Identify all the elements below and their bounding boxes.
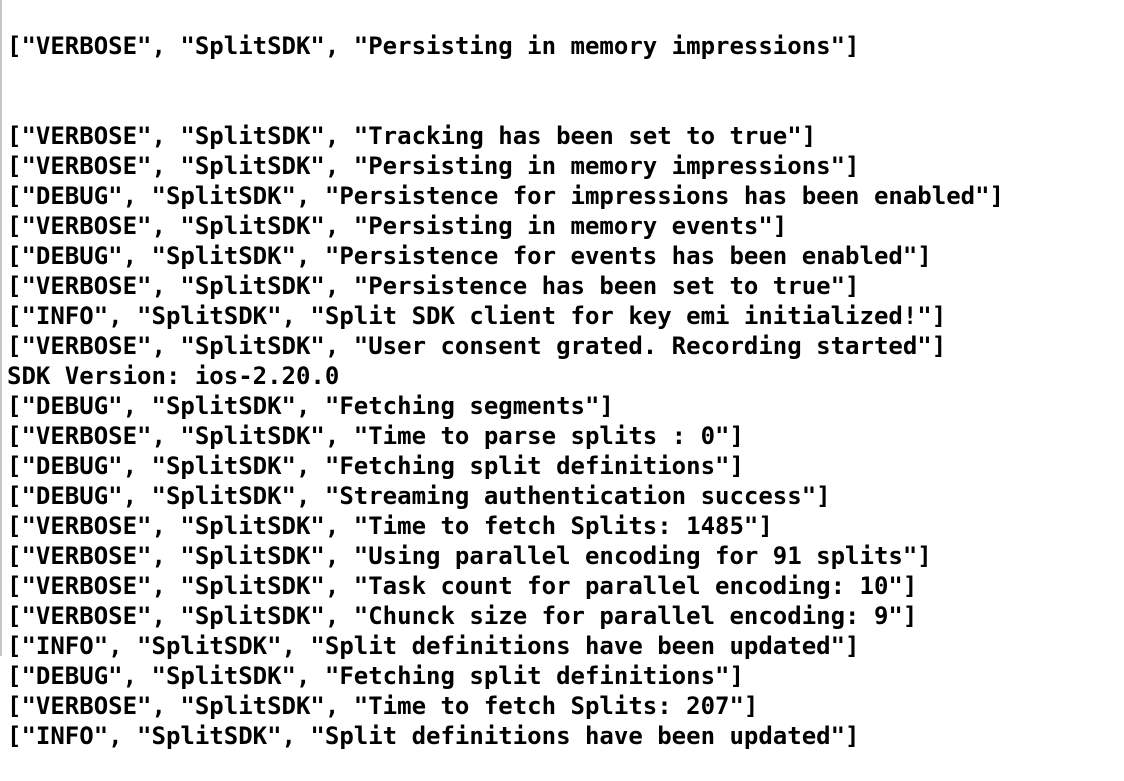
log-line: ["VERBOSE", "SplitSDK", "Persistence has been set to true"] bbox=[7, 272, 860, 300]
log-line: ["INFO", "SplitSDK", "Split SDK client for key emi initialized!"] bbox=[7, 302, 947, 330]
log-line: ["DEBUG", "SplitSDK", "Fetching split definitions"] bbox=[7, 452, 744, 480]
log-line: ["VERBOSE", "SplitSDK", "Tracking has been set to true"] bbox=[7, 122, 817, 150]
log-line: ["DEBUG", "SplitSDK", "Fetching split definitions"] bbox=[7, 662, 744, 690]
log-line: ["INFO", "SplitSDK", "Split definitions have been updated"] bbox=[7, 722, 860, 750]
log-line: ["DEBUG", "SplitSDK", "Persistence for events has been enabled"] bbox=[7, 242, 932, 270]
log-line-clipped-top: ["VERBOSE", "SplitSDK", "Persisting in memory impressions"] bbox=[7, 32, 860, 60]
log-line: ["INFO", "SplitSDK", "Split definitions have been updated"] bbox=[7, 632, 860, 660]
log-line: ["VERBOSE", "SplitSDK", "User consent grated. Recording started"] bbox=[7, 332, 947, 360]
log-line: ["DEBUG", "SplitSDK", "Persistence for impressions has been enabled"] bbox=[7, 182, 1004, 210]
log-line: ["VERBOSE", "SplitSDK", "Using parallel encoding for 91 splits"] bbox=[7, 542, 932, 570]
log-line: ["VERBOSE", "SplitSDK", "Time to fetch Splits: 207"] bbox=[7, 692, 759, 720]
log-lines-container bbox=[7, 121, 1124, 751]
log-line: ["VERBOSE", "SplitSDK", "Chunck size for parallel encoding: 9"] bbox=[7, 602, 918, 630]
log-line: ["DEBUG", "SplitSDK", "Fetching segments"] bbox=[7, 392, 614, 420]
log-line: ["DEBUG", "SplitSDK", "Streaming authentication success"] bbox=[7, 482, 831, 510]
log-line: ["VERBOSE", "SplitSDK", "Persisting in memory events"] bbox=[7, 212, 788, 240]
log-line: ["VERBOSE", "SplitSDK", "Time to parse splits : 0"] bbox=[7, 422, 744, 450]
log-line: ["VERBOSE", "SplitSDK", "Task count for parallel encoding: 10"] bbox=[7, 572, 918, 600]
log-line: ["VERBOSE", "SplitSDK", "Persisting in memory impressions"] bbox=[7, 152, 860, 180]
log-line: ["VERBOSE", "SplitSDK", "Time to fetch Splits: 1485"] bbox=[7, 512, 773, 540]
log-line: SDK Version: ios-2.20.0 bbox=[7, 362, 340, 390]
